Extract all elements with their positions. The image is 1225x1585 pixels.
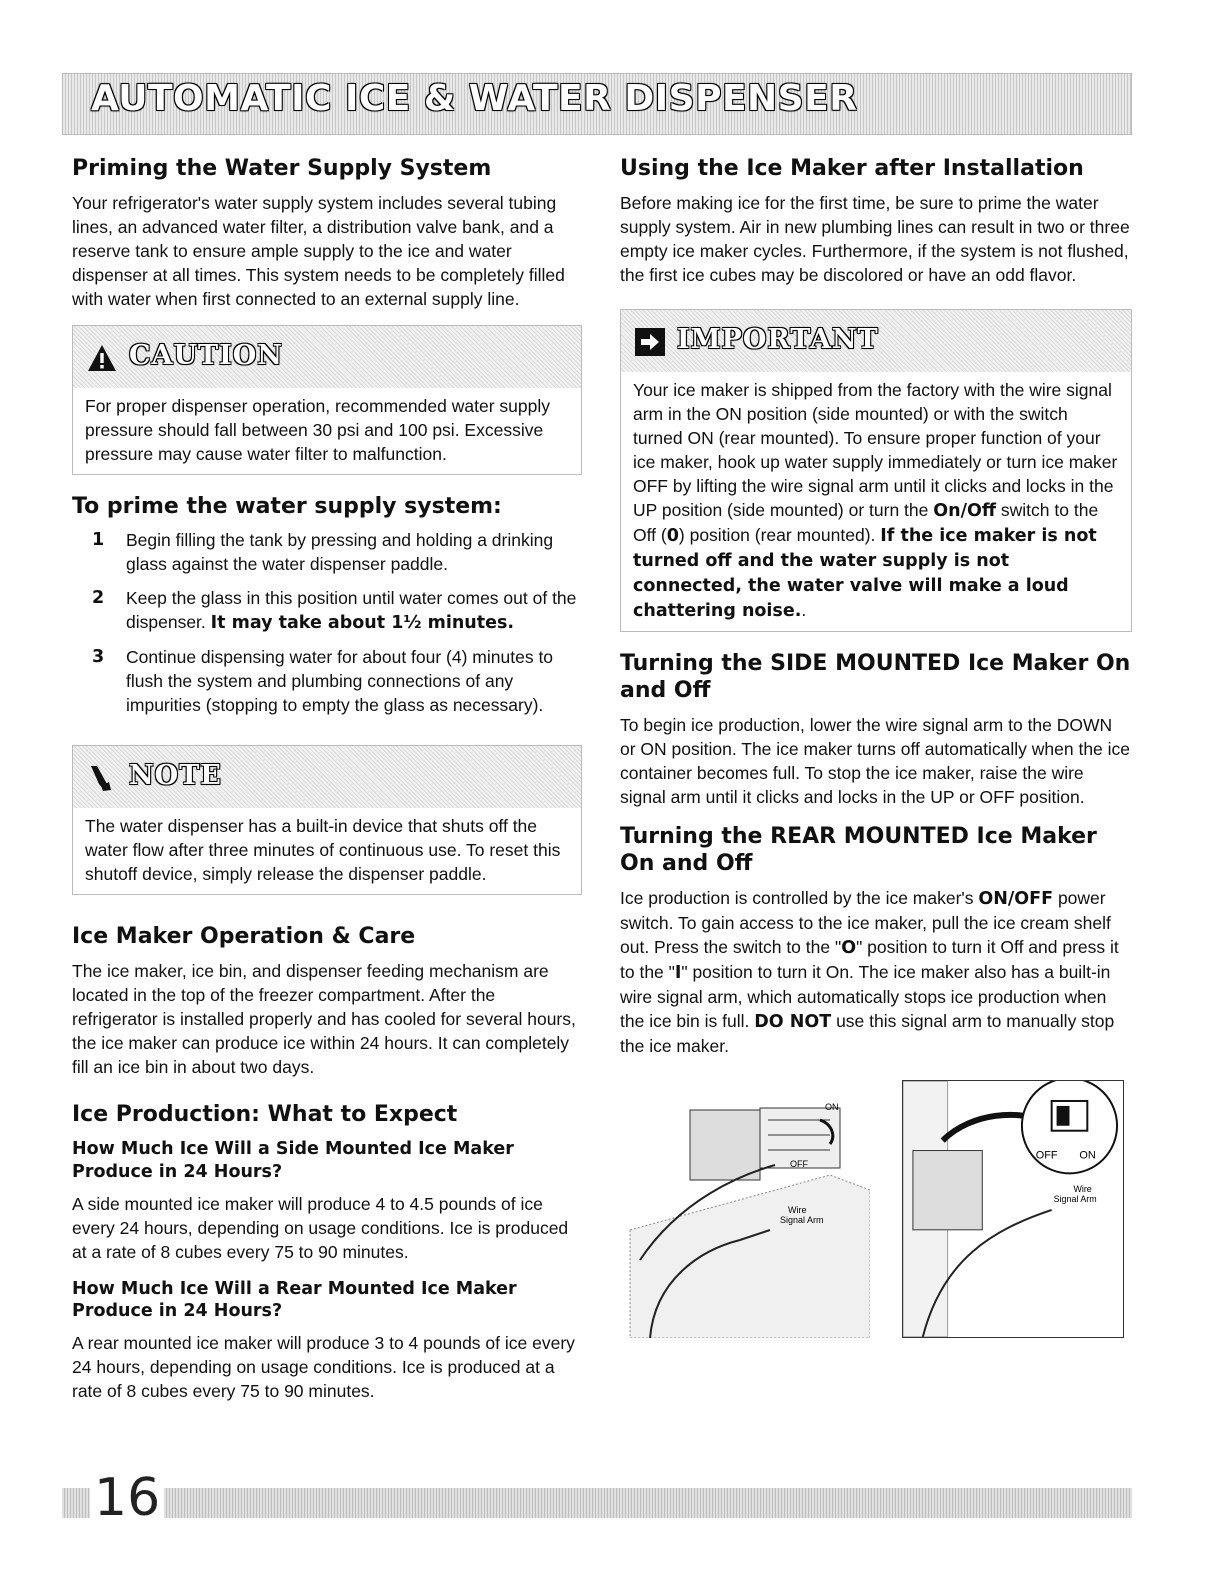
list-item: 2 Keep the glass in this position until water comes out of the dispenser. It may take about 1½ minutes. <box>92 588 577 633</box>
to-prime-heading: To prime the water supply system: <box>72 493 502 519</box>
rear-mounted-illustration <box>902 1080 1124 1338</box>
caution-title: CAUTION <box>129 339 283 371</box>
fig2-off-label: OFF <box>1035 1148 1058 1161</box>
priming-heading: Priming the Water Supply System <box>72 156 492 181</box>
note-text: The water dispenser has a built-in device that shuts off the water flow after three minutes of continuous use. To reset this shutoff device, simply release the dispenser paddle. <box>85 816 561 884</box>
caution-box <box>72 325 582 475</box>
side-mounted-heading: Turning the SIDE MOUNTED Ice Maker On and Off <box>620 650 1131 703</box>
production-heading: Ice Production: What to Expect <box>72 1101 458 1127</box>
footer-bar <box>62 1488 1132 1518</box>
fig2-on-label: ON <box>1079 1148 1096 1161</box>
important-text: Your ice maker is shipped from the factory with the wire signal arm in the ON position (side mounted) or with the switch turned ON (rear mounted). To ensure proper function of your ice maker, hook up water supply immediately or turn ice maker OFF by lifting the wire signal arm until it clicks and locks in the UP position (side mounted) or turn the On/Off switch to the Off (0) position (rear mounted). If the ice maker is not turned off and the water supply is not connected, the water valve will make a loud chattering noise.. <box>633 379 1118 621</box>
operation-heading: Ice Maker Operation & Care <box>72 924 416 949</box>
side-answer: A side mounted ice maker will produce 4 to 4.5 pounds of ice every 24 hours, depending on usage conditions. Ice is produced at a rate of 8 cubes every 75 to 90 minutes. <box>72 1193 569 1262</box>
fig2-arm-label: Signal Arm <box>1053 1193 1097 1204</box>
fig1-arm-label: Signal Arm <box>780 1214 824 1225</box>
prime-steps <box>72 528 582 717</box>
warning-icon <box>87 344 117 372</box>
ice-maker-figures <box>620 1080 1132 1340</box>
list-item: 1 Begin filling the tank by pressing and holding a drinking glass against the water dispenser paddle. <box>92 530 554 574</box>
fig1-off-label: OFF <box>790 1158 808 1169</box>
side-mounted-illustration <box>620 1080 870 1338</box>
fig1-on-label: ON <box>825 1101 839 1112</box>
note-title: NOTE <box>129 760 222 791</box>
note-box <box>72 745 582 895</box>
rear-mounted-heading: Turning the REAR MOUNTED Ice Maker On and Off <box>620 823 1097 876</box>
rear-mounted-text: Ice production is controlled by the ice maker's ON/OFF power switch. To gain access to the ice maker, pull the ice cream shelf out. Press the switch to the "O" position to turn it Off and press it to the "I" position to turn it On. The ice maker also has a built-in wire signal arm, which automatically stops ice production when the ice bin is full. DO NOT use this signal arm to manually stop the ice maker. <box>620 887 1119 1056</box>
page-title: AUTOMATIC ICE & WATER DISPENSER <box>91 78 858 119</box>
operation-text: The ice maker, ice bin, and dispenser feeding mechanism are located in the top of the freezer compartment. After the refrigerator is installed properly and has cooled for several hours, the ice maker can produce ice within 24 hours. It can completely fill an ice bin in about two days. <box>72 960 576 1077</box>
caution-text: For proper dispenser operation, recommended water supply pressure should fall between 30 psi and 100 psi. Excessive pressure may cause water filter to malfunction. <box>85 395 550 464</box>
fig2-wire-label: Wire <box>1073 1183 1092 1194</box>
pencil-note-icon <box>87 764 117 792</box>
important-title: IMPORTANT <box>677 323 879 355</box>
arrow-right-icon <box>635 328 665 356</box>
page-number: 16 <box>90 1468 164 1528</box>
after-install-heading: Using the Ice Maker after Installation <box>620 156 1084 181</box>
after-install-text: Before making ice for the first time, be sure to prime the water supply system. Air in new plumbing lines can result in two or three empty ice maker cycles. Furthermore, if the system is not flushed, the first ice cubes may be discolored or have an odd flavor. <box>620 192 1130 285</box>
rear-answer: A rear mounted ice maker will produce 3 to 4 pounds of ice every 24 hours, depending on usage conditions. Ice is produced at a rate of 8 cubes every 75 to 90 minutes. <box>72 1333 575 1401</box>
left-column <box>72 155 582 1417</box>
right-column <box>620 155 1132 1340</box>
fig1-wire-label: Wire <box>788 1204 807 1215</box>
side-question: How Much Ice Will a Side Mounted Ice Maker Produce in 24 Hours? <box>72 1139 514 1182</box>
header-banner <box>62 73 1132 135</box>
priming-text: Your refrigerator's water supply system includes several tubing lines, an advanced water filter, a distribution valve bank, and a reserve tank to ensure ample supply to the ice and water dispenser at all times. This system needs to be completely filled with water when first connected to an external supply line. <box>72 192 565 309</box>
important-box <box>620 309 1132 632</box>
rear-question: How Much Ice Will a Rear Mounted Ice Maker Produce in 24 Hours? <box>72 1278 517 1322</box>
list-item: 3 Continue dispensing water for about four (4) minutes to flush the system and plumbing connections of any impurities (stopping to empty the glass as necessary). <box>92 647 554 715</box>
side-mounted-text: To begin ice production, lower the wire signal arm to the DOWN or ON position. The ice maker turns off automatically when the ice container becomes full. To stop the ice maker, raise the wire signal arm until it clicks and locks in the UP or OFF position. <box>620 714 1131 807</box>
